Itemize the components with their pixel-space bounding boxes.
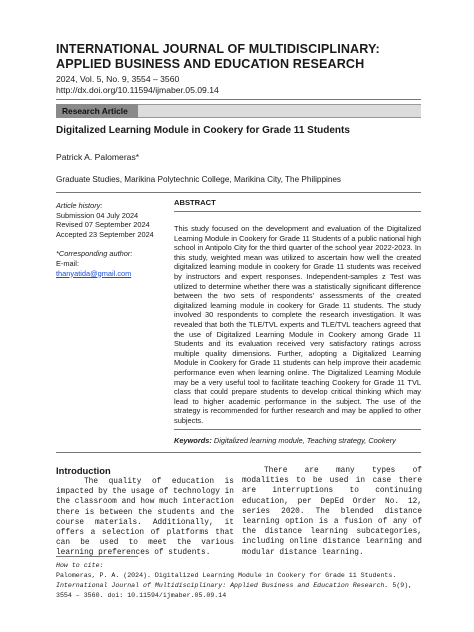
abstract-text: This study focused on the development and evaluation of the Digitalized Learning Module in Cookery for Grade 11 Students of a public national high school in Antipolo City for the third quarter of the school year 2022-2023. In this study, weighted mean was utilized to ascertain how well the created digitalized learning module in cookery for Grade 11 students was received by instructors and expert responses. Independent-samples z Test was utilized to determine whether there was a statistically significant difference between the two sets of respondents' assessments of the created digitalized learning module in cookery for Grade 11 students. The study involved 30 respondents to complete the research investigation. It was revealed that both the TLE/TVL experts and TLE/TVL teachers agreed that the use of Digitalized Learning Module in Cookery among Grade 11 Students and its evaluation received very satisfactory ratings across multiple quality dimensions. Further, adopting a Digitalized Learning Module in Cookery for Grade 11 students can help improve their academic performance even when learning online. The Digitalized Learning Module may be a very useful tool to facilitate teaching Cookery for Grade 11 TVL class that could prepare students to develop critical thinking which may lead to higher academic performance in the subject. The use of the strategy is recommended for further research and may be applied to other subjects. bbox=[174, 224, 421, 425]
citation-text bbox=[56, 571, 422, 601]
doi-link[interactable]: http://dx.doi.org/10.11594/ijmaber.05.09.14 bbox=[56, 85, 219, 95]
author-email-link[interactable]: thanyatida@gmail.com bbox=[56, 268, 132, 278]
paper-title: Digitalized Learning Module in Cookery for Grade 11 Students bbox=[56, 125, 350, 136]
author-name: Patrick A. Palomeras* bbox=[56, 152, 140, 162]
header-divider bbox=[56, 99, 421, 100]
keywords-divider bbox=[56, 452, 421, 453]
abstract-divider bbox=[174, 429, 421, 430]
citation-tail: 5(9), 3554 – 3560. doi: 10.11594/ijmaber.05.09.14 bbox=[56, 582, 413, 599]
author-affiliation: Graduate Studies, Marikina Polytechnic College, Marikina City, The Philippines bbox=[56, 175, 342, 184]
revised-date: Revised 07 September 2024 bbox=[56, 220, 150, 230]
citation-lead: Palomeras, P. A. (2024). Digitalized Learning Module in Cookery for Grade 11 Students. bbox=[56, 572, 397, 579]
corresponding-label: *Corresponding author: bbox=[56, 249, 133, 259]
affiliation-divider bbox=[56, 192, 421, 193]
article-type-label: Research Article bbox=[56, 104, 138, 118]
volume-line: 2024, Vol. 5, No. 9, 3554 – 3560 bbox=[56, 74, 180, 84]
keywords-label: Keywords: bbox=[174, 436, 212, 446]
abstract-section bbox=[174, 198, 421, 446]
intro-heading: Introduction bbox=[56, 465, 111, 476]
intro-paragraph-right: There are many types of modalities to be used in case there are interruptions to continuing education, per DepEd Order No. 12, series 2020. The blended distance learning option is a fusion of any of the distance learning subcategories, including online distance learning and modular distance learning. bbox=[242, 467, 422, 557]
abstract-heading: ABSTRACT bbox=[174, 198, 421, 212]
keywords-line bbox=[174, 436, 421, 446]
citation-journal: International Journal of Multidisciplinary: Applied Business and Education Research. bbox=[56, 582, 389, 589]
accepted-date: Accepted 23 September 2024 bbox=[56, 229, 154, 239]
intro-paragraph-left: The quality of education is impacted by the usage of technology in the classroom and how much interaction there is between the students and the course materials. Additionally, it offers a selection of platforms that can be used to meet the various learning preferences of students. bbox=[56, 478, 234, 558]
article-history bbox=[56, 201, 168, 278]
journal-title: INTERNATIONAL JOURNAL OF MULTIDISCIPLINARY: APPLIED BUSINESS AND EDUCATION RESEARCH bbox=[56, 42, 380, 71]
email-label: E-mail: bbox=[56, 258, 79, 268]
history-label: Article history: bbox=[56, 201, 103, 210]
footnote-divider bbox=[56, 556, 138, 557]
citation-heading: How to cite: bbox=[56, 562, 104, 569]
submission-date: Submission 04 July 2024 bbox=[56, 210, 139, 220]
journal-meta bbox=[56, 74, 219, 96]
keywords-value: Digitalized learning module, Teaching strategy, Cookery bbox=[213, 436, 396, 446]
